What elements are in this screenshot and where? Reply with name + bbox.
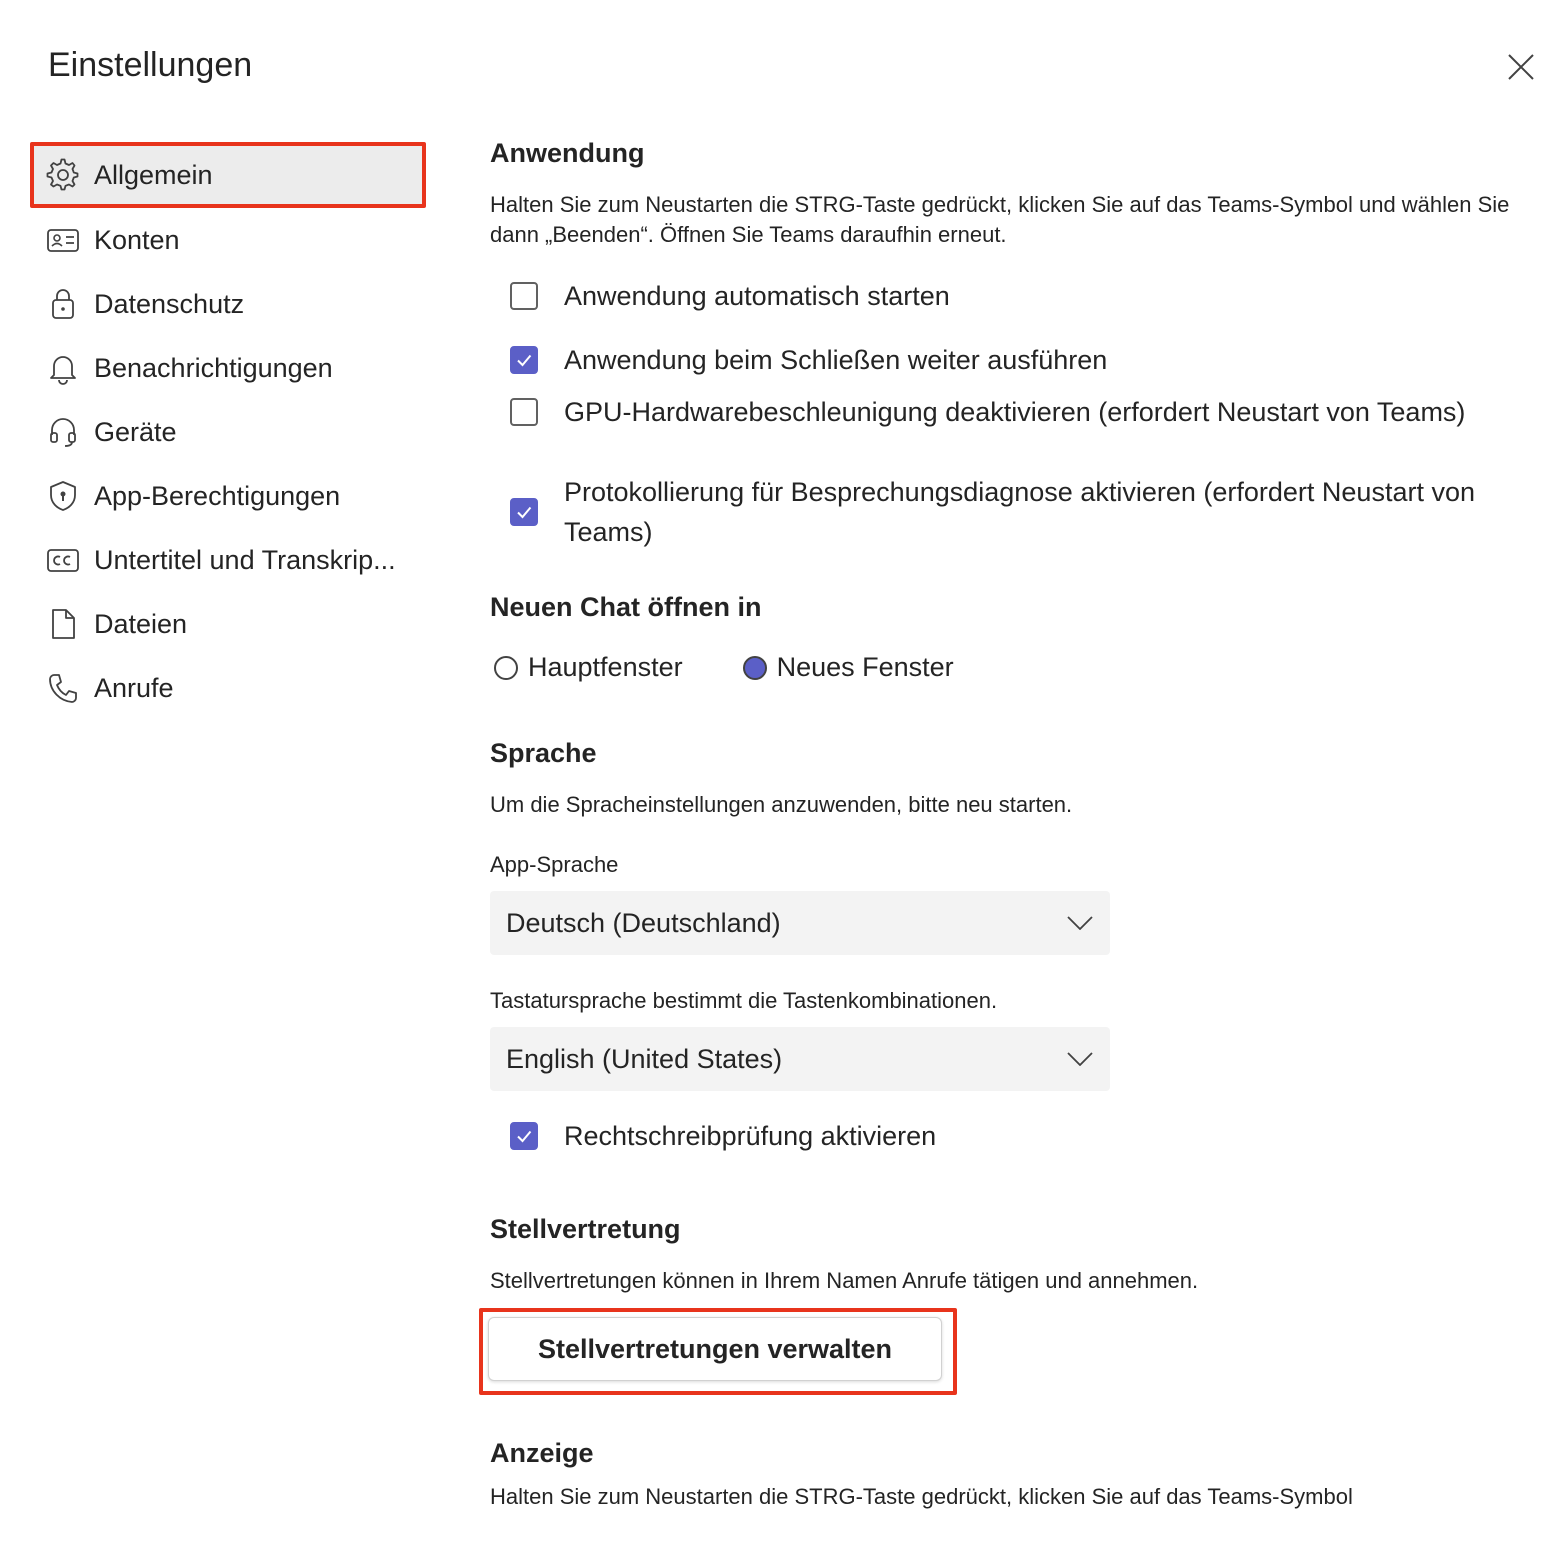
sidebar-item-benachrichtigungen[interactable]: [30, 336, 426, 400]
sidebar-item-konten[interactable]: [30, 208, 426, 272]
sidebar-item-untertitel[interactable]: [30, 528, 426, 592]
highlight-frame: [479, 1308, 957, 1395]
radio-new-window[interactable]: [743, 652, 954, 683]
option-gpu[interactable]: [510, 392, 1520, 432]
sidebar-item-allgemein[interactable]: [30, 142, 426, 208]
radio-main-window[interactable]: [494, 652, 683, 683]
section-description-sprache: Um die Spracheinstellungen anzuwenden, bitte neu starten.: [490, 792, 1073, 817]
checkbox[interactable]: [510, 282, 538, 310]
sidebar-item-datenschutz[interactable]: [30, 272, 426, 336]
document-icon: [46, 607, 80, 641]
checkbox[interactable]: [510, 498, 538, 526]
option-meeting-diagnostics[interactable]: [510, 472, 1520, 552]
sidebar-item-label: Konten: [94, 224, 180, 255]
sidebar-item-label: Geräte: [94, 416, 177, 447]
phone-icon: [46, 671, 80, 705]
new-chat-radio-group: [494, 652, 954, 683]
lock-icon: [46, 287, 80, 321]
checkbox[interactable]: [510, 1122, 538, 1150]
sidebar-item-anrufe[interactable]: [30, 656, 426, 720]
cc-icon: [46, 543, 80, 577]
keyboard-language-select[interactable]: [490, 1027, 1110, 1091]
section-description-anwendung: Halten Sie zum Neustarten die STRG-Taste gedrückt, klicken Sie auf das Teams-Symbol und wählen Sie dann „Beenden“. Öffnen Sie Teams daraufhin erneut.: [490, 192, 1510, 247]
sidebar-item-label: App-Berechtigungen: [94, 480, 341, 511]
option-label: Anwendung beim Schließen weiter ausführen: [564, 345, 1108, 375]
option-keep-running[interactable]: [510, 340, 1520, 380]
app-language-select[interactable]: [490, 891, 1110, 955]
chevron-down-icon: [1050, 1052, 1110, 1066]
close-button[interactable]: [1502, 48, 1540, 86]
app-language-label: App-Sprache: [490, 852, 619, 877]
option-spellcheck[interactable]: [510, 1116, 1520, 1156]
radio-label: Hauptfenster: [528, 652, 683, 682]
sidebar-item-label: Allgemein: [94, 159, 213, 190]
section-description-anzeige: Halten Sie zum Neustarten die STRG-Taste gedrückt, klicken Sie auf das Teams-Symbol: [490, 1484, 1353, 1509]
checkmark-icon: [515, 351, 533, 369]
sidebar-item-label: Datenschutz: [94, 288, 245, 319]
section-heading-new-chat: Neuen Chat öffnen in: [490, 592, 762, 622]
sidebar-item-app-berechtigungen[interactable]: [30, 464, 426, 528]
section-description-stellvertretung: Stellvertretungen können in Ihrem Namen Anrufe tätigen und annehmen.: [490, 1268, 1199, 1293]
sidebar-item-label: Benachrichtigungen: [94, 352, 333, 383]
option-label: Anwendung automatisch starten: [564, 281, 950, 311]
sidebar: [30, 142, 426, 720]
section-heading-sprache: Sprache: [490, 738, 597, 768]
manage-delegates-button[interactable]: Stellvertretungen verwalten: [488, 1317, 942, 1381]
sidebar-item-label: Dateien: [94, 608, 188, 639]
checkbox[interactable]: [510, 346, 538, 374]
sidebar-item-dateien[interactable]: [30, 592, 426, 656]
shield-icon: [46, 479, 80, 513]
keyboard-language-label: Tastatursprache bestimmt die Tastenkombinationen.: [490, 988, 998, 1013]
option-autostart[interactable]: [510, 276, 1520, 316]
sidebar-item-geraete[interactable]: [30, 400, 426, 464]
id-card-icon: [46, 223, 80, 257]
radio-indicator[interactable]: [743, 656, 767, 680]
select-value: English (United States): [506, 1043, 783, 1074]
page-title: Einstellungen: [48, 46, 253, 84]
radio-label: Neues Fenster: [776, 652, 954, 682]
select-value: Deutsch (Deutschland): [506, 907, 781, 938]
checkmark-icon: [515, 1127, 533, 1145]
section-heading-anzeige: Anzeige: [490, 1438, 594, 1468]
sidebar-item-label: Anrufe: [94, 672, 174, 703]
section-heading-stellvertretung: Stellvertretung: [490, 1214, 681, 1244]
chevron-down-icon: [1050, 916, 1110, 930]
checkbox[interactable]: [510, 398, 538, 426]
option-label: Rechtschreibprüfung aktivieren: [564, 1121, 937, 1151]
bell-icon: [46, 351, 80, 385]
close-icon: [1507, 53, 1535, 81]
option-label: Protokollierung für Besprechungsdiagnose aktivieren (erfordert Neustart von Teams): [564, 477, 1475, 547]
sidebar-item-label: Untertitel und Transkrip...: [94, 544, 396, 575]
option-label: GPU-Hardwarebeschleunigung deaktivieren (erfordert Neustart von Teams): [564, 397, 1466, 427]
radio-indicator[interactable]: [494, 656, 518, 680]
checkmark-icon: [515, 503, 533, 521]
section-heading-anwendung: Anwendung: [490, 138, 645, 168]
headset-icon: [46, 415, 80, 449]
gear-icon: [46, 158, 80, 192]
